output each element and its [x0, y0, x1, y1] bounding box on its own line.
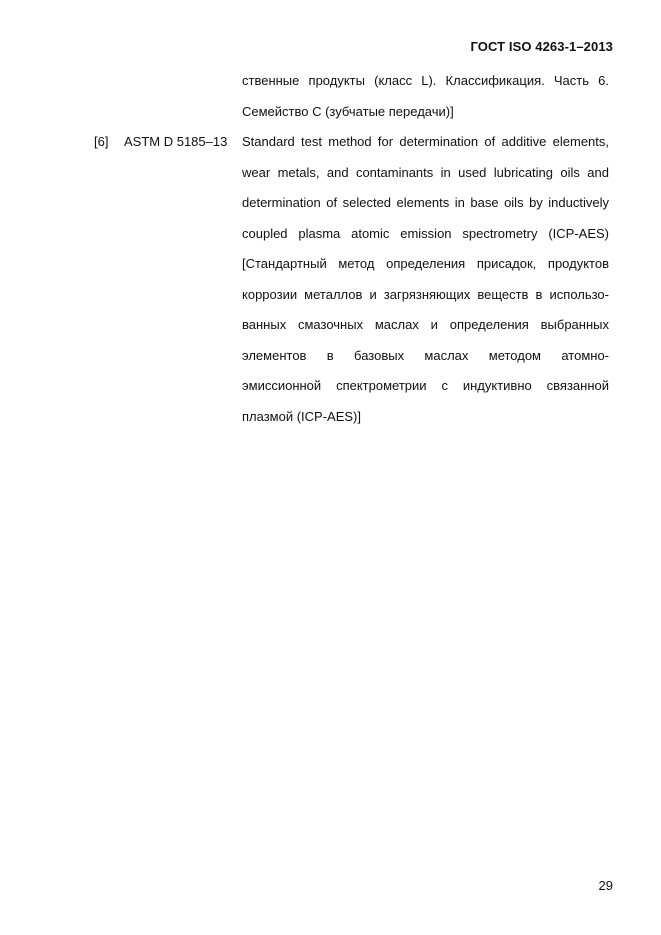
reference-text-line: элементов в базовых маслах методом атомно-	[242, 347, 609, 363]
reference-text-line: coupled plasma atomic emission spectrometry (ICP-AES)	[242, 225, 609, 241]
reference-number: [6]	[94, 134, 109, 149]
reference-text-line: Семейство С (зубчатые передачи)]	[242, 103, 454, 119]
reference-text-line: Standard test method for determination of additive elements,	[242, 134, 609, 149]
continued-reference-text	[242, 66, 609, 127]
reference-text-line: determination of selected elements in base oils by inductively	[242, 195, 609, 210]
reference-text-line: коррозии металлов и загрязняющих веществ в использо-	[242, 286, 609, 302]
reference-text-line: ванных смазочных маслах и определения выбранных	[242, 317, 609, 332]
reference-6-text	[242, 127, 609, 432]
reference-text-line: [Стандартный метод определения присадок, продуктов	[242, 256, 609, 271]
reference-text-line: плазмой (ICP-AES)]	[242, 408, 361, 424]
reference-standard-code: ASTM D 5185–13	[124, 134, 228, 149]
page-number: 29	[598, 878, 613, 893]
document-code-header: ГОСТ ISO 4263-1–2013	[470, 39, 613, 54]
reference-text-line: wear metals, and contaminants in used lubricating oils and	[242, 164, 609, 180]
reference-text-line: ственные продукты (класс L). Классификация. Часть 6.	[242, 73, 609, 88]
reference-text-line: эмиссионной спектрометрии с индуктивно связанной	[242, 378, 609, 393]
